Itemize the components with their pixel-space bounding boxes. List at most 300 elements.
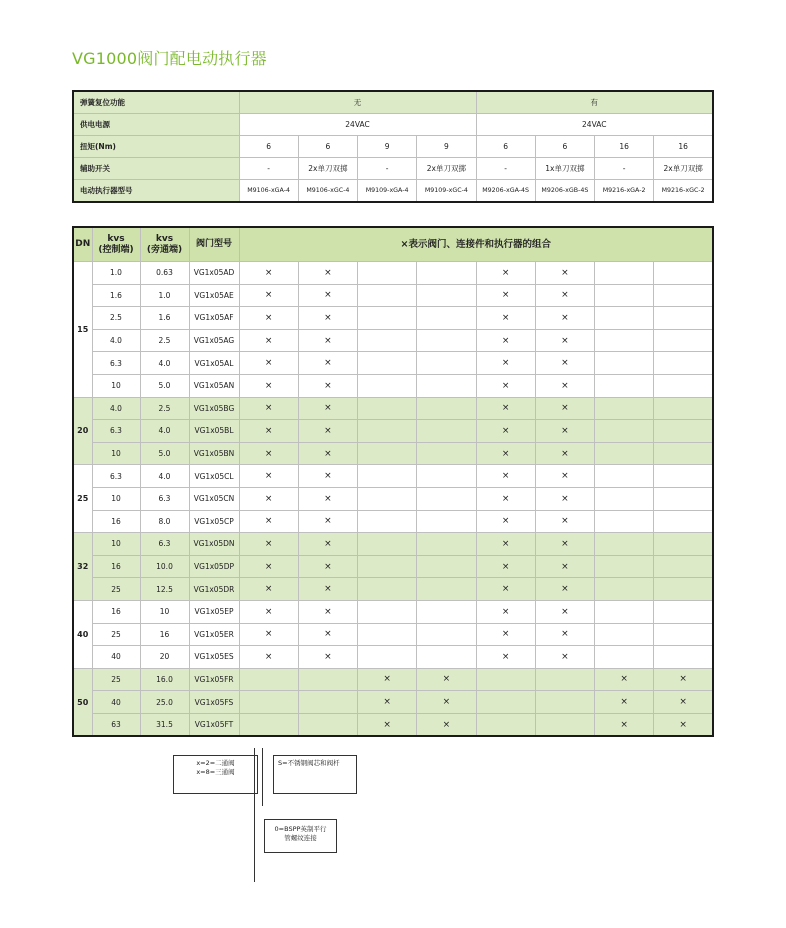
- kvs-bypass-cell: 5.0: [140, 442, 189, 465]
- table-row: [73, 668, 713, 691]
- combination-mark: [654, 284, 713, 307]
- valve-model-cell: VG1x05CN: [189, 487, 239, 510]
- combination-mark: [595, 646, 654, 669]
- valve-model-cell: VG1x05BL: [189, 420, 239, 443]
- combination-mark: [535, 691, 594, 714]
- torque-label: 扭矩(Nm): [73, 136, 239, 158]
- combination-mark: ×: [298, 374, 357, 397]
- combination-mark: [654, 555, 713, 578]
- table-row: [73, 352, 713, 375]
- kvs-control-cell: 63: [92, 713, 140, 736]
- combination-mark: ×: [239, 442, 298, 465]
- kvs-control-cell: 1.0: [92, 262, 140, 285]
- dn-cell: 25: [73, 465, 92, 533]
- valve-type-two-way: x=2=二通阀: [196, 759, 235, 767]
- combination-mark: [239, 668, 298, 691]
- combination-mark: ×: [595, 691, 654, 714]
- combination-mark: ×: [535, 284, 594, 307]
- valve-model-cell: VG1x05FS: [189, 691, 239, 714]
- combination-mark: ×: [239, 420, 298, 443]
- spring-return-no: 无: [239, 91, 476, 114]
- combination-mark: [595, 397, 654, 420]
- combination-mark: [358, 578, 417, 601]
- aux-switch-cell: 2x单刀双掷: [417, 158, 476, 180]
- valve-combination-table: [72, 226, 714, 737]
- kvs-label: kvs: [107, 233, 125, 244]
- table-row: [73, 374, 713, 397]
- bypass-end-label: (旁通端): [146, 244, 183, 255]
- kvs-bypass-cell: 2.5: [140, 329, 189, 352]
- combination-mark: ×: [298, 352, 357, 375]
- power-value: 24VAC: [476, 114, 713, 136]
- combination-mark: ×: [298, 397, 357, 420]
- material-key-text: S=不锈钢阀芯和阀杆: [278, 759, 340, 767]
- kvs-control-cell: 4.0: [92, 329, 140, 352]
- combination-mark: [654, 623, 713, 646]
- combination-mark: ×: [535, 465, 594, 488]
- connection-key-line1: 0=BSPP英制平行: [274, 825, 327, 833]
- combination-mark: ×: [476, 487, 535, 510]
- combination-mark: [417, 578, 476, 601]
- combination-mark: ×: [298, 307, 357, 330]
- kvs-control-cell: 25: [92, 578, 140, 601]
- kvs-control-cell: 40: [92, 691, 140, 714]
- combination-mark: ×: [298, 487, 357, 510]
- table-row: [73, 465, 713, 488]
- combination-mark: [595, 329, 654, 352]
- combination-mark: ×: [239, 623, 298, 646]
- combination-mark: ×: [654, 691, 713, 714]
- kvs-control-cell: 10: [92, 374, 140, 397]
- kvs-bypass-cell: 16: [140, 623, 189, 646]
- combination-mark: ×: [535, 533, 594, 556]
- combination-mark: [654, 510, 713, 533]
- combination-mark: [595, 487, 654, 510]
- combination-mark: ×: [358, 668, 417, 691]
- combination-mark: ×: [358, 713, 417, 736]
- table-row: [73, 623, 713, 646]
- combination-mark: ×: [239, 352, 298, 375]
- kvs-bypass-header: [140, 227, 189, 262]
- combination-mark: ×: [476, 329, 535, 352]
- kvs-control-cell: 10: [92, 533, 140, 556]
- combination-mark: [654, 533, 713, 556]
- combination-mark: [654, 487, 713, 510]
- combination-mark: ×: [535, 646, 594, 669]
- combination-mark: ×: [476, 352, 535, 375]
- combination-mark: ×: [239, 307, 298, 330]
- combination-mark: ×: [535, 623, 594, 646]
- kvs-control-cell: 10: [92, 487, 140, 510]
- table-row: [73, 397, 713, 420]
- kvs-bypass-cell: 1.6: [140, 307, 189, 330]
- torque-cell: 9: [417, 136, 476, 158]
- combination-mark: [595, 623, 654, 646]
- combination-mark: [358, 465, 417, 488]
- dn-cell: 15: [73, 262, 92, 398]
- combination-mark: ×: [476, 646, 535, 669]
- material-key: [273, 755, 357, 794]
- combination-mark: ×: [239, 329, 298, 352]
- kvs-bypass-cell: 4.0: [140, 465, 189, 488]
- combination-mark: ×: [535, 510, 594, 533]
- torque-cell: 9: [358, 136, 417, 158]
- combination-mark: [476, 668, 535, 691]
- combination-mark: ×: [298, 465, 357, 488]
- kvs-bypass-cell: 4.0: [140, 352, 189, 375]
- combination-mark: [298, 668, 357, 691]
- combination-mark: [654, 374, 713, 397]
- combination-mark: [595, 420, 654, 443]
- combination-mark: ×: [298, 284, 357, 307]
- valve-model-cell: VG1x05AL: [189, 352, 239, 375]
- table-row: [73, 646, 713, 669]
- kvs-bypass-cell: 2.5: [140, 397, 189, 420]
- kvs-label: kvs: [155, 233, 174, 244]
- combination-mark: [654, 397, 713, 420]
- combination-mark: [595, 374, 654, 397]
- combination-mark: [654, 442, 713, 465]
- combination-mark: ×: [239, 578, 298, 601]
- combination-mark: [239, 713, 298, 736]
- combination-mark: [535, 668, 594, 691]
- valve-model-cell: VG1x05DP: [189, 555, 239, 578]
- kvs-control-cell: 16: [92, 555, 140, 578]
- combination-mark: ×: [239, 284, 298, 307]
- combination-mark: ×: [239, 465, 298, 488]
- combination-mark: [417, 487, 476, 510]
- combination-mark: [358, 487, 417, 510]
- connection-key-line2: 管螺纹连接: [284, 834, 317, 842]
- kvs-bypass-cell: 6.3: [140, 533, 189, 556]
- valve-model-cell: VG1x05BN: [189, 442, 239, 465]
- combination-mark: [654, 600, 713, 623]
- combination-mark: [595, 600, 654, 623]
- combination-mark: [417, 442, 476, 465]
- combination-mark: [358, 284, 417, 307]
- dn-cell: 40: [73, 600, 92, 668]
- combination-mark: [476, 691, 535, 714]
- kvs-control-cell: 25: [92, 668, 140, 691]
- kvs-control-cell: 6.3: [92, 465, 140, 488]
- kvs-control-cell: 2.5: [92, 307, 140, 330]
- combination-mark: [358, 352, 417, 375]
- combination-mark: [358, 623, 417, 646]
- kvs-control-header: [92, 227, 140, 262]
- combination-mark: ×: [239, 533, 298, 556]
- combination-mark: [417, 510, 476, 533]
- kvs-bypass-cell: 1.0: [140, 284, 189, 307]
- kvs-bypass-cell: 4.0: [140, 420, 189, 443]
- kvs-bypass-cell: 16.0: [140, 668, 189, 691]
- combination-mark: ×: [298, 623, 357, 646]
- kvs-bypass-cell: 10: [140, 600, 189, 623]
- kvs-bypass-cell: 8.0: [140, 510, 189, 533]
- combination-mark: [417, 600, 476, 623]
- table-row: [73, 420, 713, 443]
- spring-return-row: [73, 91, 713, 114]
- combination-mark: [595, 262, 654, 285]
- combination-mark: ×: [654, 668, 713, 691]
- combination-mark: ×: [535, 555, 594, 578]
- table-row: [73, 555, 713, 578]
- table-header-row: [73, 227, 713, 262]
- valve-model-cell: VG1x05CL: [189, 465, 239, 488]
- table-row: [73, 307, 713, 330]
- combination-mark: ×: [535, 329, 594, 352]
- combination-mark: [298, 691, 357, 714]
- combination-mark: ×: [476, 284, 535, 307]
- combination-mark: ×: [239, 397, 298, 420]
- valve-model-cell: VG1x05AE: [189, 284, 239, 307]
- combination-mark: ×: [476, 533, 535, 556]
- combination-mark: ×: [239, 487, 298, 510]
- kvs-control-cell: 10: [92, 442, 140, 465]
- table-row: [73, 284, 713, 307]
- combination-mark: ×: [476, 442, 535, 465]
- combination-mark: [654, 646, 713, 669]
- valve-model-cell: VG1x05FR: [189, 668, 239, 691]
- combination-mark: ×: [239, 374, 298, 397]
- combination-mark: [417, 420, 476, 443]
- valve-model-cell: VG1x05ER: [189, 623, 239, 646]
- valve-model-cell: VG1x05AD: [189, 262, 239, 285]
- combination-mark: [358, 510, 417, 533]
- combination-mark: [358, 374, 417, 397]
- combination-mark: ×: [535, 397, 594, 420]
- combination-mark: [595, 284, 654, 307]
- table-row: [73, 487, 713, 510]
- combination-mark: ×: [298, 555, 357, 578]
- torque-cell: 6: [476, 136, 535, 158]
- combination-mark: [417, 533, 476, 556]
- combination-mark: [358, 397, 417, 420]
- table-row: [73, 533, 713, 556]
- combination-mark: ×: [535, 487, 594, 510]
- combination-mark: ×: [417, 691, 476, 714]
- kvs-bypass-cell: 31.5: [140, 713, 189, 736]
- power-row: [73, 114, 713, 136]
- dn-cell: 50: [73, 668, 92, 736]
- aux-switch-row: [73, 158, 713, 180]
- aux-switch-cell: 2x单刀双掷: [298, 158, 357, 180]
- combination-mark: ×: [476, 262, 535, 285]
- aux-switch-cell: -: [595, 158, 654, 180]
- kvs-bypass-cell: 6.3: [140, 487, 189, 510]
- combination-mark: ×: [476, 465, 535, 488]
- torque-cell: 16: [654, 136, 713, 158]
- combination-mark: [417, 555, 476, 578]
- spring-return-yes: 有: [476, 91, 713, 114]
- combination-mark: ×: [239, 555, 298, 578]
- combination-mark: ×: [298, 600, 357, 623]
- combination-mark: [358, 555, 417, 578]
- combination-mark: ×: [476, 307, 535, 330]
- combination-mark: ×: [535, 578, 594, 601]
- combination-mark: [654, 420, 713, 443]
- combination-header: ×表示阀门、连接件和执行器的组合: [239, 227, 713, 262]
- combination-mark: ×: [535, 262, 594, 285]
- connector-line: [262, 748, 263, 806]
- combination-mark: ×: [476, 555, 535, 578]
- combination-mark: [417, 284, 476, 307]
- table-row: [73, 442, 713, 465]
- kvs-control-cell: 40: [92, 646, 140, 669]
- kvs-bypass-cell: 5.0: [140, 374, 189, 397]
- combination-mark: ×: [476, 578, 535, 601]
- combination-mark: [417, 352, 476, 375]
- aux-switch-cell: -: [358, 158, 417, 180]
- aux-switch-cell: -: [476, 158, 535, 180]
- combination-mark: ×: [476, 600, 535, 623]
- combination-mark: [417, 262, 476, 285]
- torque-cell: 6: [239, 136, 298, 158]
- kvs-bypass-cell: 20: [140, 646, 189, 669]
- valve-model-cell: VG1x05EP: [189, 600, 239, 623]
- combination-mark: ×: [417, 713, 476, 736]
- combination-mark: [654, 262, 713, 285]
- combination-mark: ×: [535, 374, 594, 397]
- table-row: [73, 329, 713, 352]
- kvs-control-cell: 6.3: [92, 420, 140, 443]
- actuator-model-cell: M9206-xGA-4S: [476, 180, 535, 203]
- kvs-control-cell: 25: [92, 623, 140, 646]
- valve-model-cell: VG1x05CP: [189, 510, 239, 533]
- combination-mark: ×: [476, 623, 535, 646]
- combination-mark: ×: [535, 442, 594, 465]
- combination-mark: [417, 397, 476, 420]
- combination-mark: [358, 307, 417, 330]
- valve-model-header: 阀门型号: [189, 227, 239, 262]
- valve-model-cell: VG1x05DN: [189, 533, 239, 556]
- actuator-model-cell: M9109-xGA-4: [358, 180, 417, 203]
- power-label: 供电电源: [73, 114, 239, 136]
- valve-model-cell: VG1x05AF: [189, 307, 239, 330]
- connection-key: [264, 819, 337, 853]
- combination-mark: ×: [417, 668, 476, 691]
- combination-mark: [417, 646, 476, 669]
- combination-mark: [358, 329, 417, 352]
- dn-cell: 20: [73, 397, 92, 465]
- valve-type-key: [173, 755, 258, 794]
- combination-mark: ×: [298, 262, 357, 285]
- combination-mark: [358, 533, 417, 556]
- torque-cell: 6: [298, 136, 357, 158]
- combination-mark: ×: [595, 668, 654, 691]
- combination-mark: ×: [239, 262, 298, 285]
- combination-mark: [654, 578, 713, 601]
- combination-mark: [595, 352, 654, 375]
- combination-mark: [654, 352, 713, 375]
- kvs-control-cell: 6.3: [92, 352, 140, 375]
- kvs-bypass-cell: 25.0: [140, 691, 189, 714]
- combination-mark: [535, 713, 594, 736]
- actuator-model-row: [73, 180, 713, 203]
- combination-mark: [358, 600, 417, 623]
- dn-header: DN: [73, 227, 92, 262]
- combination-mark: ×: [298, 510, 357, 533]
- combination-mark: ×: [535, 352, 594, 375]
- table-row: [73, 691, 713, 714]
- actuator-spec-table: [72, 90, 714, 203]
- combination-mark: [417, 374, 476, 397]
- combination-mark: ×: [298, 442, 357, 465]
- actuator-model-cell: M9216-xGA-2: [595, 180, 654, 203]
- spring-return-label: 弹簧复位功能: [73, 91, 239, 114]
- combination-mark: [358, 420, 417, 443]
- combination-mark: [595, 465, 654, 488]
- valve-model-cell: VG1x05AG: [189, 329, 239, 352]
- combination-mark: ×: [535, 307, 594, 330]
- combination-mark: ×: [239, 600, 298, 623]
- combination-mark: ×: [476, 374, 535, 397]
- combination-mark: ×: [535, 600, 594, 623]
- combination-mark: ×: [298, 533, 357, 556]
- aux-switch-cell: 1x单刀双掷: [535, 158, 594, 180]
- actuator-model-cell: M9106-xGA-4: [239, 180, 298, 203]
- combination-mark: [654, 329, 713, 352]
- combination-mark: ×: [239, 510, 298, 533]
- kvs-control-cell: 16: [92, 510, 140, 533]
- combination-mark: ×: [298, 420, 357, 443]
- control-end-label: (控制端): [98, 244, 134, 255]
- combination-mark: [358, 262, 417, 285]
- combination-mark: ×: [476, 420, 535, 443]
- power-value: 24VAC: [239, 114, 476, 136]
- combination-mark: [358, 442, 417, 465]
- valve-model-cell: VG1x05AN: [189, 374, 239, 397]
- combination-mark: [595, 442, 654, 465]
- combination-mark: ×: [239, 646, 298, 669]
- combination-mark: [595, 510, 654, 533]
- valve-model-cell: VG1x05ES: [189, 646, 239, 669]
- combination-mark: [476, 713, 535, 736]
- valve-model-cell: VG1x05BG: [189, 397, 239, 420]
- table-row: [73, 600, 713, 623]
- torque-row: [73, 136, 713, 158]
- aux-switch-label: 辅助开关: [73, 158, 239, 180]
- actuator-model-cell: M9109-xGC-4: [417, 180, 476, 203]
- kvs-bypass-cell: 12.5: [140, 578, 189, 601]
- aux-switch-cell: 2x单刀双掷: [654, 158, 713, 180]
- kvs-control-cell: 16: [92, 600, 140, 623]
- actuator-model-cell: M9216-xGC-2: [654, 180, 713, 203]
- combination-mark: [417, 329, 476, 352]
- valve-model-cell: VG1x05FT: [189, 713, 239, 736]
- combination-mark: [417, 465, 476, 488]
- combination-mark: ×: [358, 691, 417, 714]
- combination-mark: [298, 713, 357, 736]
- combination-mark: ×: [654, 713, 713, 736]
- combination-mark: ×: [298, 329, 357, 352]
- combination-mark: ×: [298, 646, 357, 669]
- combination-mark: ×: [476, 510, 535, 533]
- combination-mark: [358, 646, 417, 669]
- combination-mark: ×: [595, 713, 654, 736]
- combination-mark: [595, 307, 654, 330]
- valve-model-cell: VG1x05DR: [189, 578, 239, 601]
- aux-switch-cell: -: [239, 158, 298, 180]
- actuator-model-cell: M9106-xGC-4: [298, 180, 357, 203]
- combination-mark: [417, 307, 476, 330]
- combination-mark: ×: [535, 420, 594, 443]
- combination-mark: [239, 691, 298, 714]
- dn-cell: 32: [73, 533, 92, 601]
- connector-line: [254, 748, 255, 882]
- combination-mark: [595, 533, 654, 556]
- valve-type-three-way: x=8=三通阀: [196, 768, 235, 776]
- kvs-control-cell: 1.6: [92, 284, 140, 307]
